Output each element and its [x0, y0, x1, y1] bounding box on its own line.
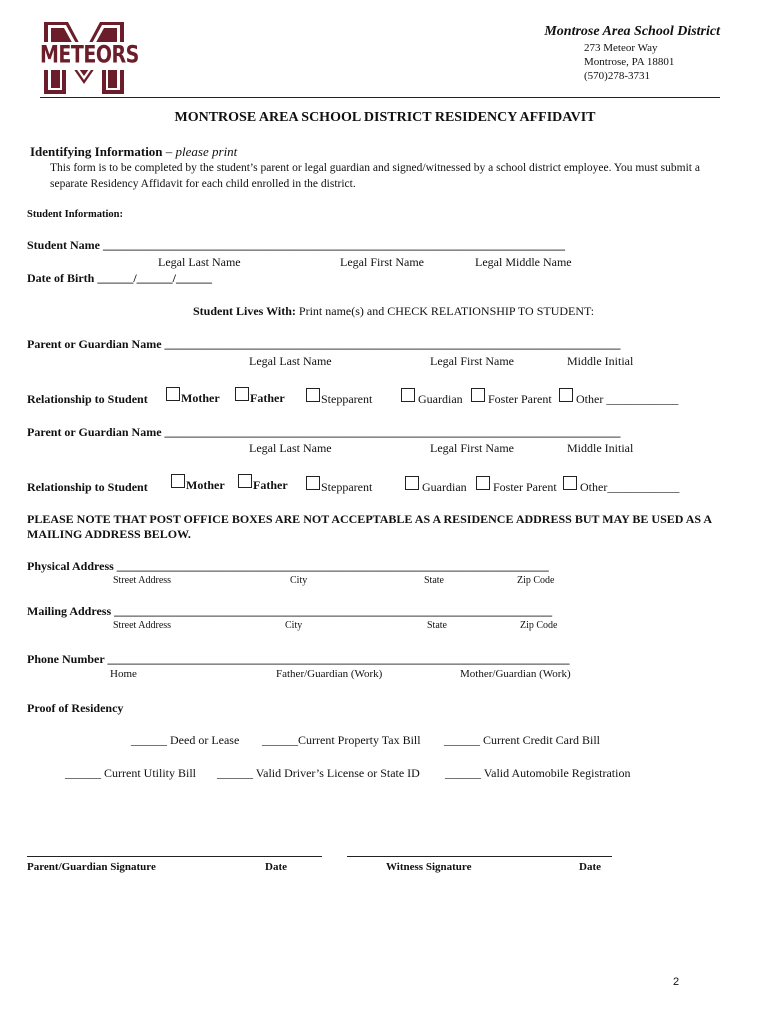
relationship2-other-checkbox[interactable]: [563, 476, 577, 490]
guardian2-middle-caption: Middle Initial: [567, 441, 634, 455]
phone-home-caption: Home: [110, 668, 137, 680]
relationship1-mother-checkbox[interactable]: [166, 387, 180, 401]
date-of-birth-field[interactable]: Date of Birth ______/______/______: [27, 271, 212, 285]
po-box-notice: PLEASE NOTE THAT POST OFFICE BOXES ARE NOT ACCEPTABLE AS A RESIDENCE ADDRESS BUT MAY BE USED AS A MAILING ADDRESS BELOW.: [27, 512, 712, 541]
mailing-city-caption: City: [285, 620, 303, 631]
relationship1-father-checkbox[interactable]: [235, 387, 249, 401]
proof-drivers-license[interactable]: ______ Valid Driver’s License or State ID: [217, 766, 420, 780]
guardian1-middle-caption: Middle Initial: [567, 354, 634, 368]
relationship2-other-label[interactable]: Other____________: [580, 480, 680, 494]
intro-text: This form is to be completed by the student’s parent or legal guardian and signed/witnessed by a school district employee. You must submit a separate Residency Affidavit for each child enrolled in the district.: [50, 162, 700, 190]
lives-with-label: Student Lives With:: [193, 304, 296, 318]
relationship2-guardian-label: Guardian: [422, 480, 467, 494]
physical-city-caption: City: [290, 575, 308, 586]
address-line1: 273 Meteor Way: [584, 42, 658, 54]
relationship1-father-label: Father: [250, 391, 285, 405]
page-number: 2: [673, 976, 680, 988]
phone-father-work-caption: Father/Guardian (Work): [276, 668, 383, 680]
logo-text: METEORS: [40, 41, 139, 69]
relationship2-mother-label: Mother: [186, 478, 225, 492]
page-title: MONTROSE AREA SCHOOL DISTRICT RESIDENCY AFFIDAVIT: [174, 110, 596, 125]
relationship1-stepparent-checkbox[interactable]: [306, 388, 320, 402]
relationship1-other-checkbox[interactable]: [559, 388, 573, 402]
address-line2: Montrose, PA 18801: [584, 56, 675, 68]
mailing-address-field[interactable]: Mailing Address _________________________________________________________________________: [27, 604, 553, 618]
relationship2-guardian-checkbox[interactable]: [405, 476, 419, 490]
proof-auto-registration[interactable]: ______ Valid Automobile Registration: [445, 766, 631, 780]
relationship2-label: Relationship to Student: [27, 480, 148, 494]
parent-date-label: Date: [265, 861, 287, 873]
witness-signature-label: Witness Signature: [386, 861, 472, 873]
header-divider: [40, 97, 720, 98]
mailing-street-caption: Street Address: [113, 620, 172, 631]
guardian1-name-field[interactable]: Parent or Guardian Name ____________________________________________________________________________: [27, 337, 621, 351]
proof-credit-card[interactable]: ______ Current Credit Card Bill: [444, 733, 600, 747]
identifying-heading-note: – please print: [165, 144, 238, 159]
relationship2-stepparent-label: Stepparent: [321, 480, 373, 494]
guardian1-first-caption: Legal First Name: [430, 354, 514, 368]
physical-zip-caption: Zip Code: [517, 575, 555, 586]
relationship1-foster-checkbox[interactable]: [471, 388, 485, 402]
district-phone: (570)278-3731: [584, 70, 650, 82]
proof-heading: Proof of Residency: [27, 701, 124, 715]
relationship2-foster-label: Foster Parent: [493, 480, 557, 494]
relationship1-guardian-label: Guardian: [418, 392, 463, 406]
proof-property-tax[interactable]: ______Current Property Tax Bill: [262, 733, 421, 747]
relationship2-father-checkbox[interactable]: [238, 474, 252, 488]
relationship1-guardian-checkbox[interactable]: [401, 388, 415, 402]
identifying-heading-label: Identifying Information: [30, 144, 163, 159]
district-name: Montrose Area School District: [544, 24, 720, 39]
relationship2-foster-checkbox[interactable]: [476, 476, 490, 490]
witness-date-label: Date: [579, 861, 601, 873]
student-section-label: Student Information:: [27, 209, 123, 220]
parent-signature-line[interactable]: [27, 856, 322, 857]
student-middle-name-caption: Legal Middle Name: [475, 255, 572, 269]
guardian2-name-field[interactable]: Parent or Guardian Name ____________________________________________________________________________: [27, 425, 621, 439]
relationship1-stepparent-label: Stepparent: [321, 392, 373, 406]
mailing-state-caption: State: [427, 620, 447, 631]
student-first-name-caption: Legal First Name: [340, 255, 424, 269]
relationship1-mother-label: Mother: [181, 391, 220, 405]
proof-utility-bill[interactable]: ______ Current Utility Bill: [65, 766, 196, 780]
proof-deed-lease[interactable]: ______ Deed or Lease: [131, 733, 240, 747]
guardian2-last-caption: Legal Last Name: [249, 441, 332, 455]
student-name-field[interactable]: Student Name _____________________________________________________________________________: [27, 238, 566, 252]
relationship1-foster-label: Foster Parent: [488, 392, 552, 406]
parent-signature-label: Parent/Guardian Signature: [27, 861, 156, 873]
relationship1-other-label[interactable]: Other ____________: [576, 392, 679, 406]
physical-address-field[interactable]: Physical Address ________________________________________________________________________: [27, 559, 549, 573]
physical-state-caption: State: [424, 575, 444, 586]
witness-signature-line[interactable]: [347, 856, 612, 857]
mailing-zip-caption: Zip Code: [520, 620, 558, 631]
student-last-name-caption: Legal Last Name: [158, 255, 241, 269]
physical-street-caption: Street Address: [113, 575, 172, 586]
relationship2-mother-checkbox[interactable]: [171, 474, 185, 488]
relationship2-stepparent-checkbox[interactable]: [306, 476, 320, 490]
lives-with-instruction: Print name(s) and CHECK RELATIONSHIP TO STUDENT:: [298, 304, 595, 318]
relationship1-label: Relationship to Student: [27, 392, 148, 406]
lives-with-line: [193, 304, 594, 319]
phone-mother-work-caption: Mother/Guardian (Work): [460, 668, 571, 680]
meteors-logo: [38, 18, 139, 98]
identifying-heading: [30, 144, 237, 160]
phone-number-field[interactable]: Phone Number _____________________________________________________________________________: [27, 652, 570, 666]
relationship2-father-label: Father: [253, 478, 288, 492]
guardian2-first-caption: Legal First Name: [430, 441, 514, 455]
guardian1-last-caption: Legal Last Name: [249, 354, 332, 368]
